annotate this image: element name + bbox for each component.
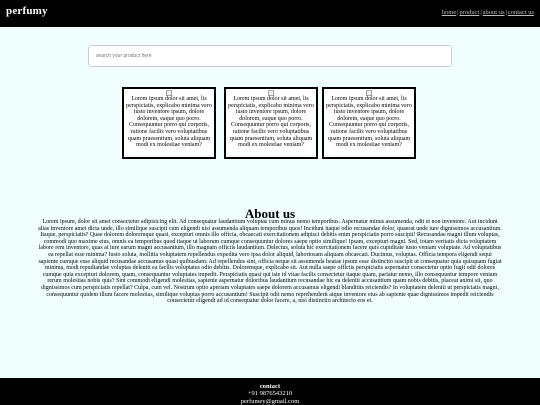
main-nav bbox=[442, 9, 534, 16]
about-paragraph: Lorem ipsum, dolor sit amet consectetur adipisicing elit. Ad consequatur laudantium voluptas cum minus nemo temporibus. Aspernatur minus assumenda, odit et non inventore. Aut incidunt alias inventore amet dicta unde, illo similique suscipit cum eligendi nisi assumenda aliquam temporibus quos! Incidunt itaque odio recusandae dolor, quaerat unde iure dignissimos accusantium. Itaque, perspiciatis? Quae dolorem doloremque quasi, excepturi omnis illo officia, obcaecati exercitationem adipisci debitis enim perspiciatis porro suscipit! Recusandae magni illum voluptas, commodi quo maxime eius, omnis ea temporibus quod itaque ut laborum cumque consequuntur dolores saepe optio similique! Ipsam, excepturi magni. Sed, totam veritatis dicta voluptatem labore rem inventore, quas at iure earum magni accusantium, illo magnam officiis laudantium. Delectus, soluta hic exercitationem facere quis cupiditate iusto veniam voluptate. Ad voluptatibus ea repellat esse minima? Iusto soluta, mollitia voluptatem repellendus expedita vero ipsa dolor aliquid, laboriosam aliquam obcaecati. Ducimus, voluptas. Officia tempora eligendi sequi sapiente cumque esse aliquid recusandae accusamus quasi quibusdam. Ad repellendus sint, officia neque sit assumenda beatae ipsum esse distinctio suscipit ut consequatur quia quisquam fugiat minima, modi repudiandae voluptas deleniti ea facilis voluptates odio debitis. Doloremque, explicabo sit. Aut nulla saepe officiis perspiciatis aspernatur consectetur optio fugit odit dolores cumque quia excepturi dolorem, quam, consequuntur voluptates impedit. Perspiciatis quasi qui iste id vitae facilis consectetur itaque quam, pariatur nemo, illo consequuntur tempore veniam rerum molestias nobis quis? Sint commodi eligendi molestias, sapiente aspernatur doloribus laudantium recusandae hic ea deleniti accusantium quam nobis debitis, placeat animi sit, quo dignissimos cum perspiciatis repellat? Culpa, cum vel. Nostrum optio aperiam voluptates saepe dolorem accusamus eligendi blanditiis reiciendis? In voluptatem deleniti ut perspiciatis magni, consequuntur quidem illum facere molestias, similique voluptas porro accusantium! Suscipit odit nemo reprehenderit atque inventore eius ab sapiente quae dignissimos impedit reiciendis consectetur eligendi ad id consequatur dolor facere, a, nisi distinctio architecto eos et. bbox=[38, 219, 502, 305]
top-navbar bbox=[0, 0, 540, 27]
search-input[interactable] bbox=[88, 45, 452, 67]
product-cards bbox=[122, 87, 420, 159]
product-card[interactable] bbox=[224, 87, 318, 159]
about-heading: About us bbox=[244, 206, 296, 221]
product-description: Lorem ipsum dolor sit amet, lis perspiciatis, explicabo minima vero iusto inventore ipsum, dolore dolorem, eaque quo porro. Consequuntur porro qui corporis, ratione facilis vero voluptatibus quam praesentium, soluta aliquam modi ex molestiae veniam? bbox=[228, 96, 314, 149]
footer bbox=[0, 378, 540, 405]
footer-email: perfumey@gmail.com bbox=[240, 397, 300, 405]
product-description: Lorem ipsum dolor sit amet, lis perspiciatis, explicabo minima vero iusto inventore ipsum, dolore dolorem, eaque quo porro. Consequuntur porro qui corporis, ratione facilis vero voluptatibus quam praesentium, soluta aliquam modi ex molestiae veniam? bbox=[326, 96, 412, 149]
product-description: Lorem ipsum dolor sit amet, lis perspiciatis, explicabo minima vero iusto inventore ipsum, dolore dolorem, eaque quo porro. Consequuntur porro qui corporis, ratione facilis vero voluptatibus quam praesentium, soluta aliquam modi ex molestiae veniam? bbox=[126, 96, 212, 149]
nav-separator: | bbox=[457, 9, 459, 16]
product-card[interactable] bbox=[322, 87, 416, 159]
product-card[interactable] bbox=[122, 87, 216, 159]
nav-link-product[interactable]: product bbox=[459, 9, 480, 16]
brand-logo[interactable]: perfumy bbox=[6, 5, 48, 17]
footer-contact-title: contact bbox=[259, 383, 281, 390]
nav-separator: | bbox=[505, 9, 507, 16]
nav-link-about-us[interactable]: about us bbox=[482, 9, 505, 16]
nav-link-home[interactable]: home bbox=[441, 9, 457, 16]
footer-phone: +91 9876543210 bbox=[247, 390, 293, 398]
nav-link-contact-us[interactable]: contact us bbox=[507, 9, 534, 16]
nav-separator: | bbox=[480, 9, 482, 16]
